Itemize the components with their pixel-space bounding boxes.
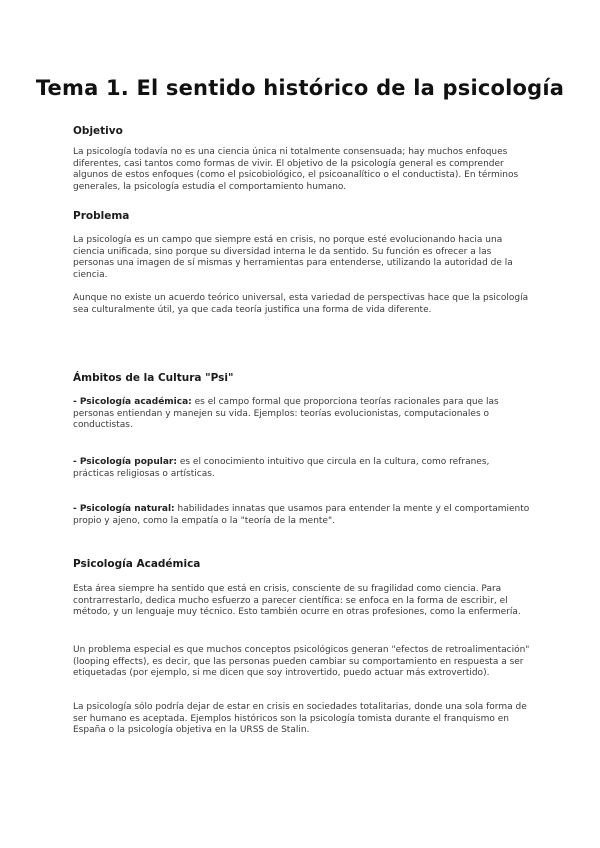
paragraph-academica-1: Esta área siempre ha sentido que está en crisis, consciente de su fragilidad como ciencia. Para contrarrestarlo, dedica mucho esfuerzo a parecer científica: se enfoca en la forma de escribir, el método, y un lenguaje muy técnico. Esto también ocurre en otras profesiones, como la enfermería. <box>73 584 521 618</box>
term-popular: - Psicología popular: <box>73 457 177 467</box>
document-title: Tema 1. El sentido histórico de la psicología <box>35 76 565 100</box>
list-item-academica <box>73 397 533 432</box>
text-academica: es el campo formal que proporciona teorías racionales para que las personas entiendan y manejen su vida. Ejemplos: teorías evolucionistas, computacionales o conductistas. <box>73 397 499 431</box>
paragraph-academica-3: La psicología sólo podría dejar de estar en crisis en sociedades totalitarias, donde una sola forma de ser humano es aceptada. Ejemplos históricos son la psicología tomista durante el franquismo en España o la psicología objetiva en la URSS de Stalin. <box>73 702 527 736</box>
paragraph-academica-2: Un problema especial es que muchos conceptos psicológicos generan "efectos de retroalimentación" (looping effects), es decir, que las personas pueden cambiar su comportamiento en respuesta a ser etiquetadas (por ejemplo, si me dicen que soy introvertido, puedo actuar más extrovertido). <box>73 645 530 679</box>
heading-ambitos: Ámbitos de la Cultura "Psi" <box>73 372 234 384</box>
term-natural: - Psicología natural: <box>73 504 175 514</box>
paragraph-problema-2: Aunque no existe un acuerdo teórico universal, esta variedad de perspectivas hace que la psicología sea culturalmente útil, ya que cada teoría justifica una forma de vida diferente. <box>73 293 529 315</box>
term-academica: - Psicología académica: <box>73 397 192 407</box>
heading-objetivo: Objetivo <box>73 125 123 137</box>
paragraph-problema-1: La psicología es un campo que siempre está en crisis, no porque esté evolucionando hacia una ciencia unificada, sino porque su diversidad interna le da sentido. Su función es ofrecer a las personas una imagen de sí mismas y herramientas para entenderse, utilizando la autoridad de la ciencia. <box>73 235 513 280</box>
paragraph-objetivo: La psicología todavía no es una ciencia única ni totalmente consensuada; hay muchos enfoques diferentes, casi tantos como formas de vivir. El objetivo de la psicología general es comprender algunos de estos enfoques (como el psicobiológico, el psicoanalítico o el conductista). En términos generales, la psicología estudia el comportamiento humano. <box>73 147 519 192</box>
text-popular: es el conocimiento intuitivo que circula en la cultura, como refranes, prácticas religiosas o artísticas. <box>73 457 490 479</box>
heading-problema: Problema <box>73 210 130 222</box>
list-item-natural <box>73 504 533 527</box>
text-natural: habilidades innatas que usamos para entender la mente y el comportamiento propio y ajeno, como la empatía o la "teoría de la mente". <box>73 504 530 526</box>
heading-academica: Psicología Académica <box>73 558 201 570</box>
list-item-popular <box>73 457 533 480</box>
